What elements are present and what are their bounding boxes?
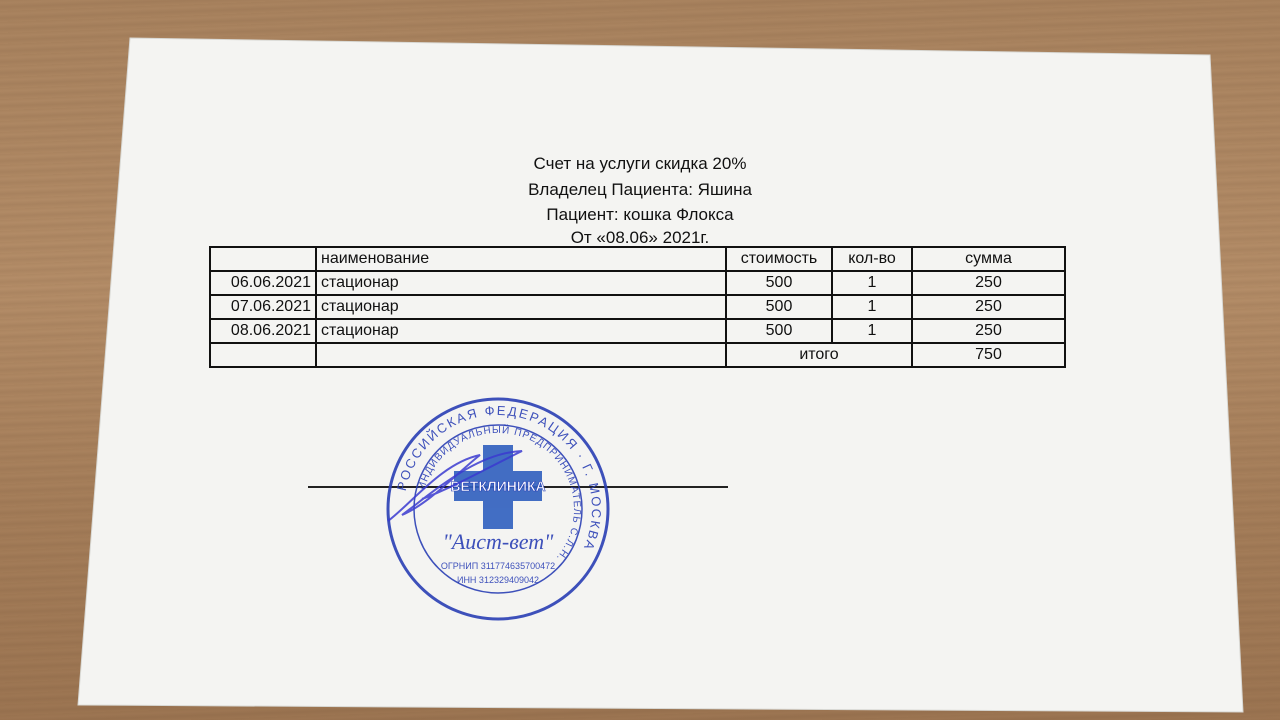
- invoice-date: От «08.06» 2021г.: [570, 228, 710, 247]
- row-name: стационар: [316, 271, 726, 295]
- header-sum: сумма: [912, 247, 1065, 271]
- row-qty: 1: [832, 295, 912, 319]
- row-name: стационар: [316, 319, 726, 343]
- invoice-owner: Владелец Пациента: Яшина: [528, 180, 752, 199]
- row-sum: 250: [912, 319, 1065, 343]
- total-value: 750: [912, 343, 1065, 367]
- stamp-outer-text: РОССИЙСКАЯ ФЕДЕРАЦИЯ · Г. МОСКВА: [393, 402, 605, 554]
- header-price: стоимость: [726, 247, 832, 271]
- row-price: 500: [726, 319, 832, 343]
- table-row: [210, 271, 1065, 295]
- row-date: 08.06.2021: [210, 319, 316, 343]
- row-date: 06.06.2021: [210, 271, 316, 295]
- header-name: наименование: [316, 247, 726, 271]
- total-label: итого: [726, 343, 912, 367]
- stamp-name: "Аист-вет": [442, 529, 554, 554]
- invoice-title: Счет на услуги скидка 20%: [533, 154, 747, 173]
- stamp-inn: ИНН 312329409042: [456, 575, 540, 585]
- stamp-clinic: ВЕТКЛИНИКА: [450, 478, 546, 494]
- stamp-inner-text: ИНДИВИДУАЛЬНЫЙ ПРЕДПРИНИМАТЕЛЬ С.Л.Н.: [416, 424, 583, 564]
- clinic-stamp: [382, 393, 614, 625]
- row-qty: 1: [832, 271, 912, 295]
- row-date: 07.06.2021: [210, 295, 316, 319]
- row-qty: 1: [832, 319, 912, 343]
- total-empty-1: [210, 343, 316, 367]
- table-row: [210, 319, 1065, 343]
- row-price: 500: [726, 295, 832, 319]
- row-name: стационар: [316, 295, 726, 319]
- services-table: [209, 246, 1066, 368]
- row-sum: 250: [912, 271, 1065, 295]
- header-date: [210, 247, 316, 271]
- invoice-patient: Пациент: кошка Флокса: [546, 205, 734, 224]
- row-sum: 250: [912, 295, 1065, 319]
- row-price: 500: [726, 271, 832, 295]
- stamp-ogrnip: ОГРНИП 311774635700472: [440, 561, 556, 571]
- table-header-row: [210, 247, 1065, 271]
- table-row: [210, 295, 1065, 319]
- total-empty-2: [316, 343, 726, 367]
- total-row: [210, 343, 1065, 367]
- header-qty: кол-во: [832, 247, 912, 271]
